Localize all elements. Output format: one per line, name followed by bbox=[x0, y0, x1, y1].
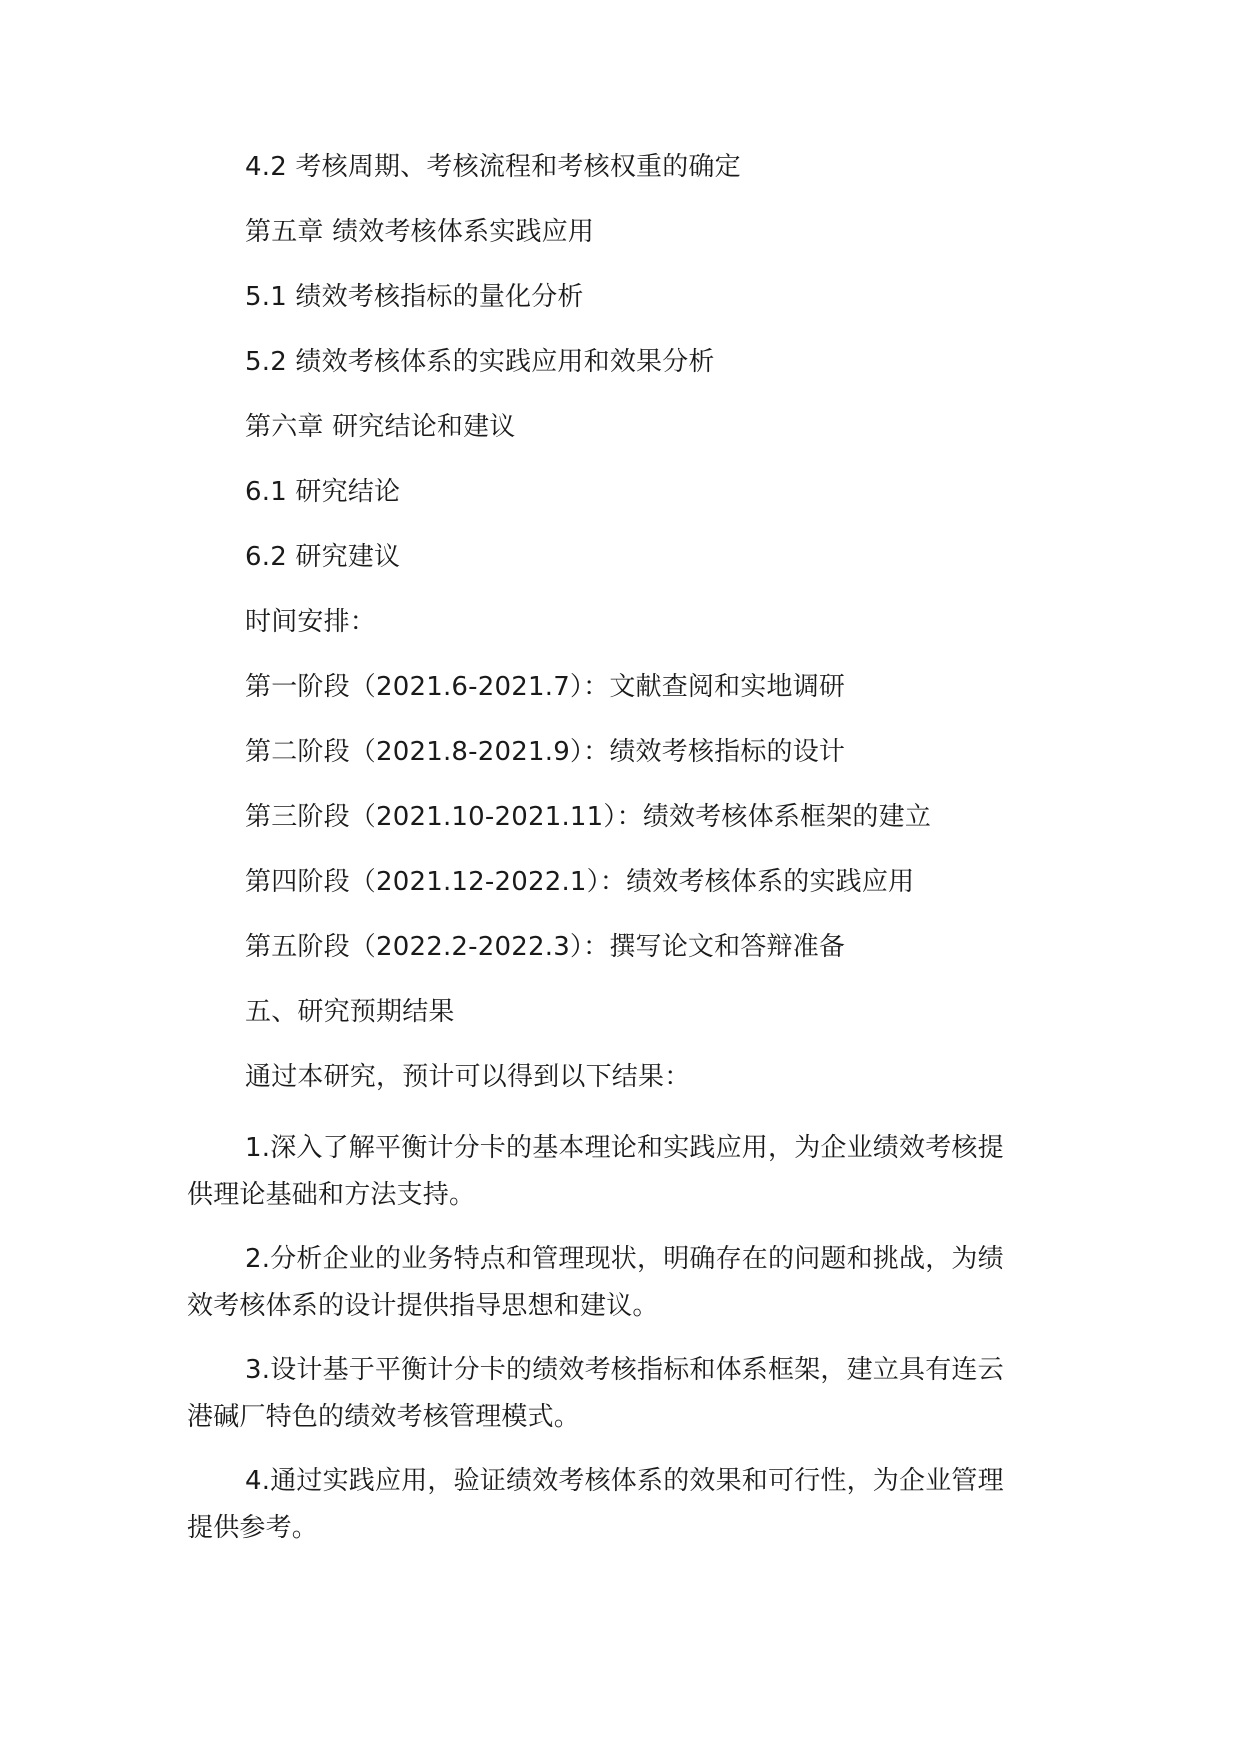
result-item-2-line-2: 效考核体系的设计提供指导思想和建议。 bbox=[187, 1291, 659, 1321]
result-item-1-line-2: 供理论基础和方法支持。 bbox=[187, 1180, 476, 1210]
toc-item-6-2: 6.2 研究建议 bbox=[245, 542, 401, 572]
chapter-5-heading: 第五章 绩效考核体系实践应用 bbox=[245, 217, 595, 247]
result-item-1 bbox=[187, 1125, 1035, 1219]
result-item-4-line-2: 提供参考。 bbox=[187, 1513, 319, 1543]
result-item-3-line-2: 港碱厂特色的绩效考核管理模式。 bbox=[187, 1402, 581, 1432]
toc-item-6-1: 6.1 研究结论 bbox=[245, 477, 401, 507]
document-body bbox=[187, 150, 1035, 1569]
schedule-phase-1: 第一阶段（2021.6-2021.7）：文献查阅和实地调研 bbox=[245, 672, 846, 702]
result-item-4 bbox=[187, 1458, 1035, 1552]
result-item-2 bbox=[187, 1236, 1035, 1330]
schedule-phase-2: 第二阶段（2021.8-2021.9）：绩效考核指标的设计 bbox=[245, 737, 846, 767]
schedule-phase-5: 第五阶段（2022.2-2022.3）：撰写论文和答辩准备 bbox=[245, 932, 846, 962]
schedule-phase-4: 第四阶段（2021.12-2022.1）：绩效考核体系的实践应用 bbox=[245, 867, 915, 897]
chapter-6-heading: 第六章 研究结论和建议 bbox=[245, 412, 516, 442]
section-5-heading: 五、研究预期结果 bbox=[245, 997, 455, 1027]
result-item-4-line-1: 4.通过实践应用，验证绩效考核体系的效果和可行性，为企业管理 bbox=[245, 1466, 1004, 1496]
toc-item-5-1: 5.1 绩效考核指标的量化分析 bbox=[245, 282, 584, 312]
result-item-1-line-1: 1.深入了解平衡计分卡的基本理论和实践应用，为企业绩效考核提 bbox=[245, 1133, 1004, 1163]
schedule-heading: 时间安排： bbox=[245, 607, 377, 637]
result-item-3 bbox=[187, 1347, 1035, 1441]
toc-item-4-2: 4.2 考核周期、考核流程和考核权重的确定 bbox=[245, 152, 741, 182]
toc-item-5-2: 5.2 绩效考核体系的实践应用和效果分析 bbox=[245, 347, 715, 377]
result-item-3-line-1: 3.设计基于平衡计分卡的绩效考核指标和体系框架，建立具有连云 bbox=[245, 1355, 1004, 1385]
schedule-phase-3: 第三阶段（2021.10-2021.11）：绩效考核体系框架的建立 bbox=[245, 802, 932, 832]
result-item-2-line-1: 2.分析企业的业务特点和管理现状，明确存在的问题和挑战，为绩 bbox=[245, 1244, 1004, 1274]
results-intro: 通过本研究，预计可以得到以下结果： bbox=[245, 1062, 691, 1092]
